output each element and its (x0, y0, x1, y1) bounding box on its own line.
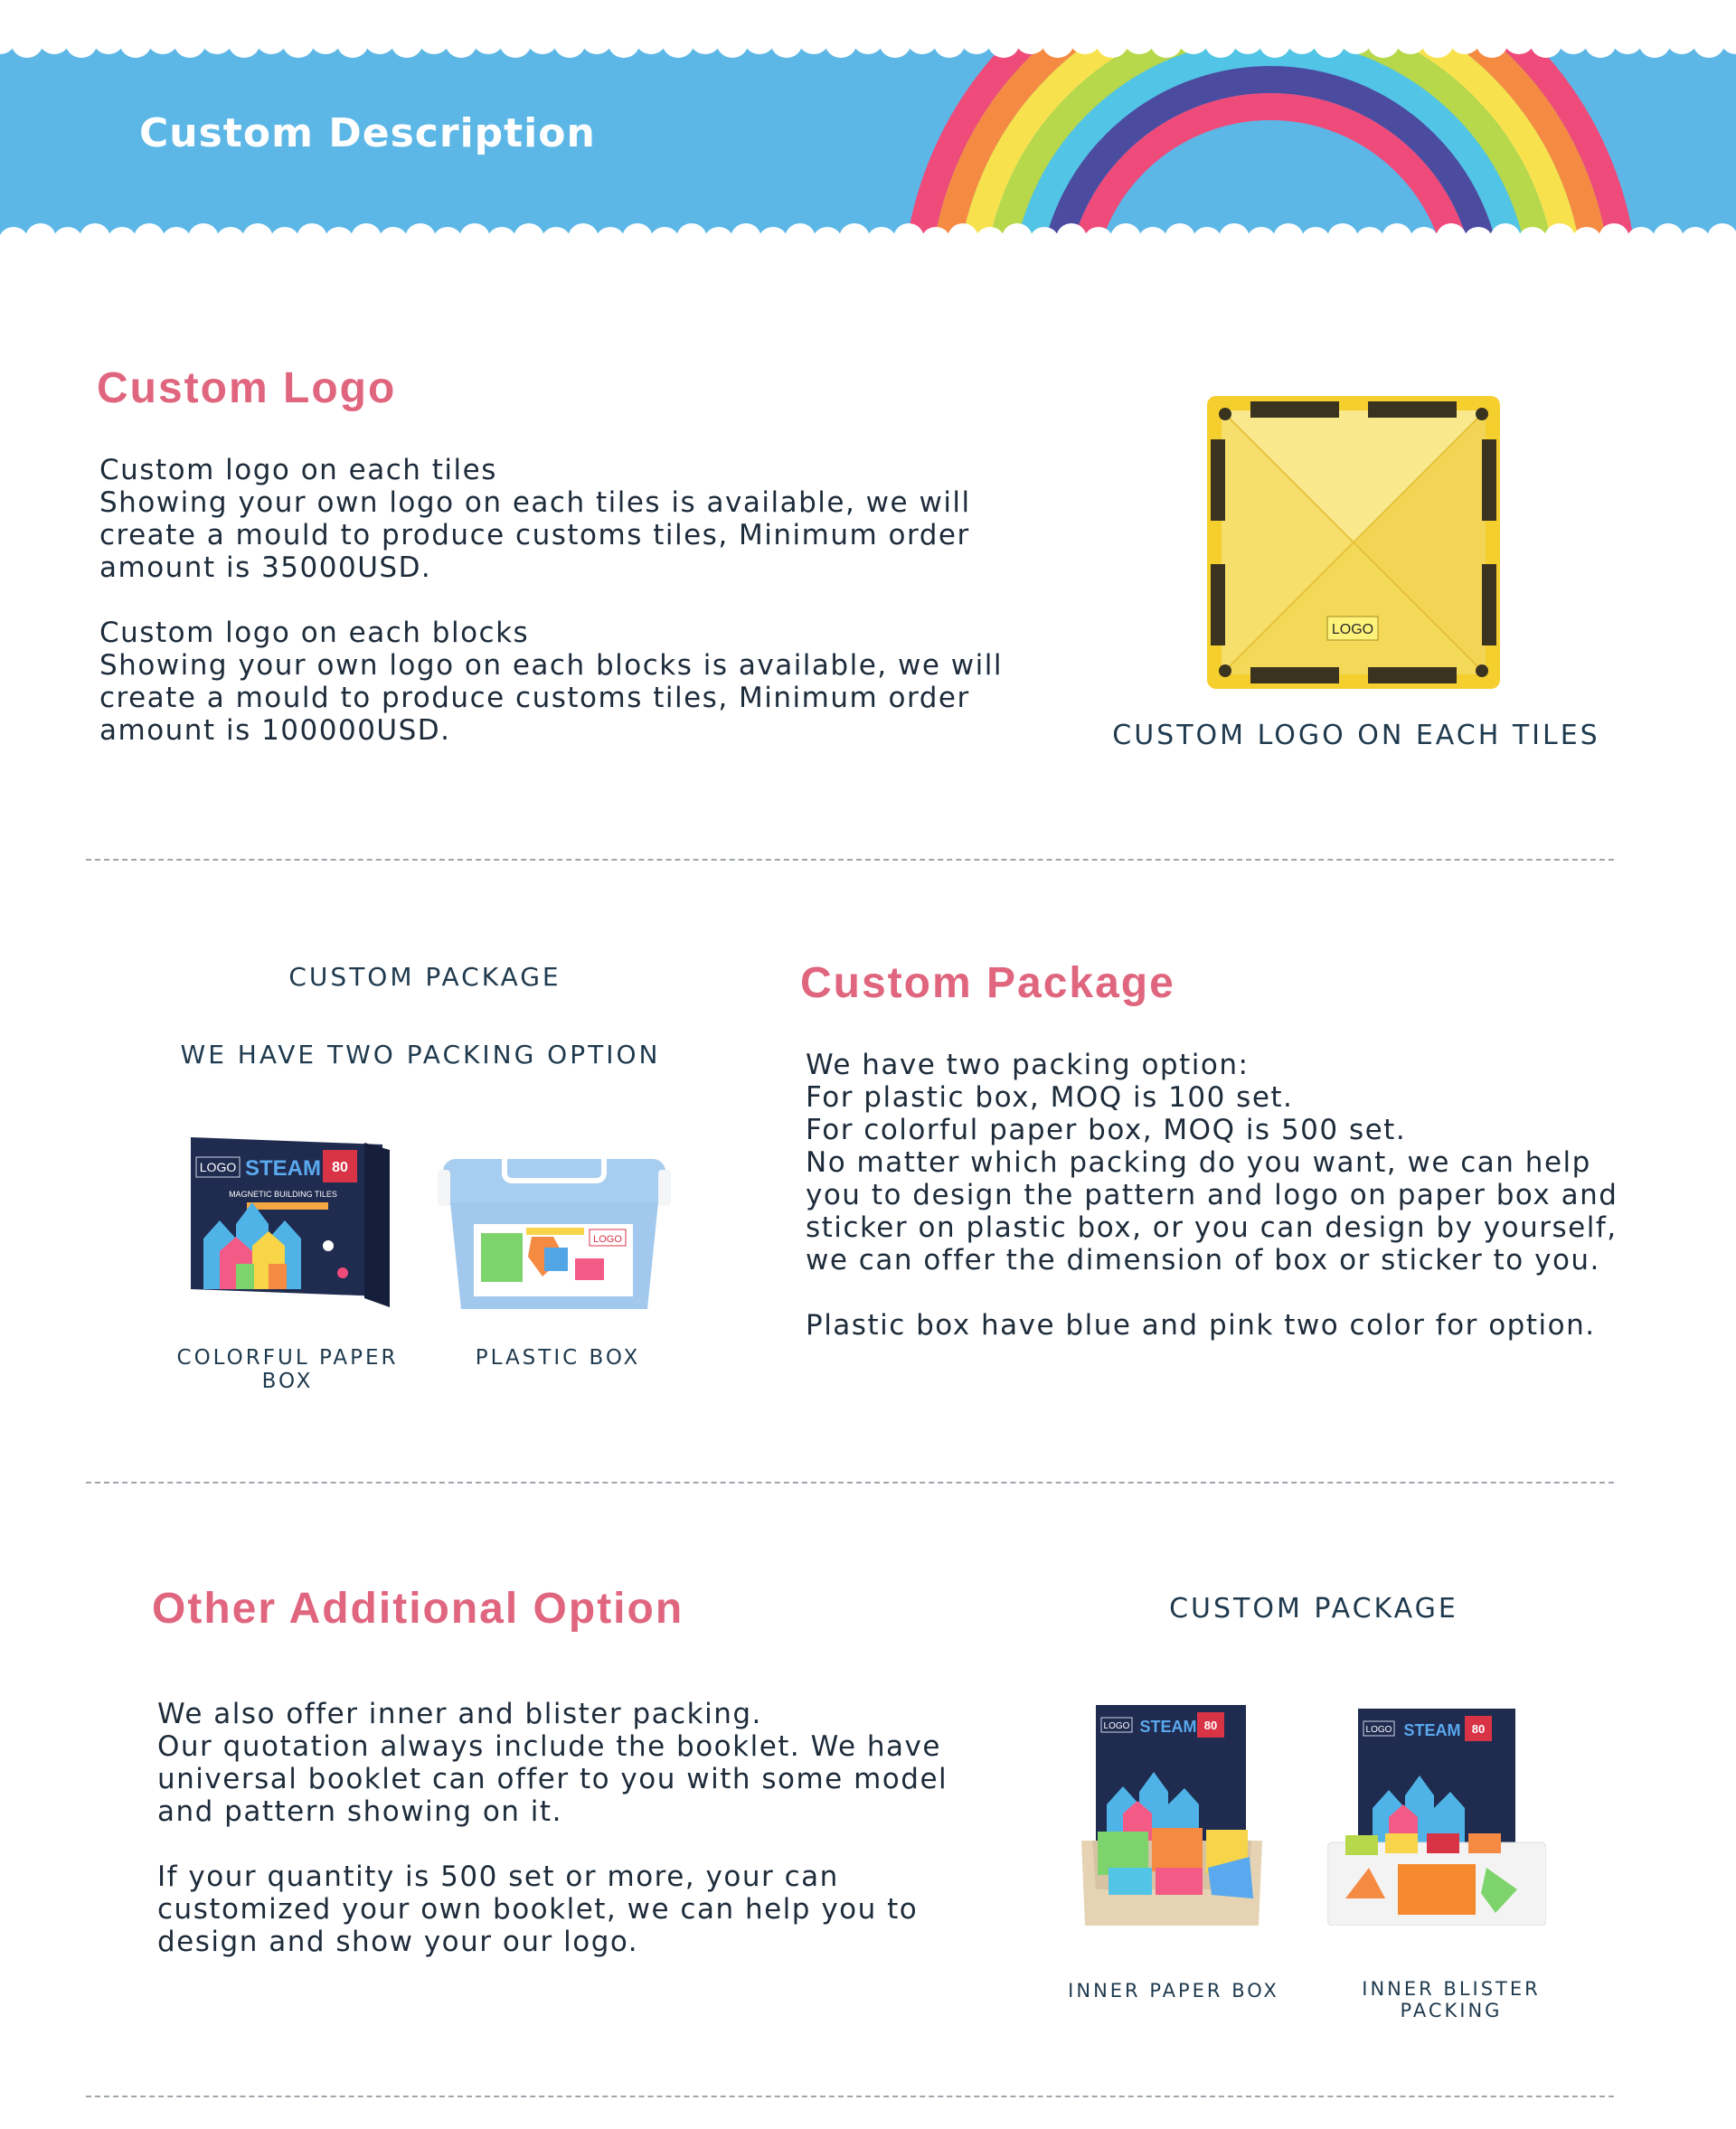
section-divider (86, 1482, 1614, 1484)
inner-box-brand-text: STEAM (1139, 1718, 1197, 1736)
text-line: customized your own booklet, we can help you to (157, 1893, 919, 1926)
box-logo-text: LOGO (199, 1160, 237, 1174)
text-line: you to design the pattern and logo on paper box and (806, 1179, 1618, 1211)
box-subtitle-text: MAGNETIC BUILDING TILES (229, 1190, 337, 1199)
inner-paper-box-label: INNER PAPER BOX (1068, 1980, 1279, 2002)
inner-box-logo-text: LOGO (1103, 1721, 1130, 1731)
text-line: and pattern showing on it. (157, 1795, 562, 1828)
magnetic-tile-image (1205, 394, 1502, 691)
text-line: Our quotation always include the booklet. We have (157, 1730, 941, 1763)
blister-box-badge-text: 80 (1471, 1722, 1486, 1736)
text-line: Showing your own logo on each tiles is available, we will (99, 486, 971, 519)
text-line: No matter which packing do you want, we can help (806, 1146, 1591, 1179)
box-badge-text: 80 (332, 1160, 348, 1175)
text-line: For plastic box, MOQ is 100 set. (806, 1081, 1294, 1114)
additional-image-title: CUSTOM PACKAGE (1169, 1593, 1458, 1625)
plastic-box-image (438, 1150, 671, 1311)
inner-blister-packing-image (1327, 1709, 1546, 1926)
blister-box-brand-text: STEAM (1403, 1721, 1461, 1739)
text-line: amount is 35000USD. (99, 551, 432, 584)
header-banner (0, 0, 1736, 258)
text-line: we can offer the dimension of box or sticker to you. (806, 1244, 1600, 1276)
inner-paper-box-image (1081, 1705, 1262, 1926)
text-line: We also offer inner and blister packing. (157, 1698, 762, 1730)
blister-box-logo-text: LOGO (1365, 1725, 1392, 1735)
text-line: Showing your own logo on each blocks is available, we will (99, 649, 1003, 682)
paper-box-label: COLORFUL PAPER BOX (176, 1346, 399, 1393)
text-line: Plastic box have blue and pink two color for option. (806, 1309, 1596, 1342)
tile-caption: CUSTOM LOGO ON EACH TILES (1112, 720, 1600, 751)
additional-option-heading: Other Additional Option (152, 1585, 684, 1633)
package-image-title: CUSTOM PACKAGE (288, 962, 561, 992)
text-line: If your quantity is 500 set or more, your can (157, 1861, 839, 1893)
text-line: universal booklet can offer to you with some model (157, 1763, 948, 1795)
additional-option-text (157, 1698, 948, 1958)
paper-box-image (184, 1137, 390, 1307)
box-brand-text: STEAM (245, 1156, 321, 1181)
inner-box-badge-text: 80 (1203, 1719, 1218, 1732)
text-line: Custom logo on each tiles (99, 454, 497, 486)
banner-title: Custom Description (139, 110, 596, 156)
tile-logo-label: LOGO (1331, 622, 1374, 637)
text-line: create a mould to produce customs tiles, Minimum order (99, 519, 970, 551)
text-line: amount is 100000USD. (99, 714, 451, 747)
section-divider (86, 859, 1614, 861)
custom-logo-heading: Custom Logo (97, 364, 397, 412)
section-divider (86, 2096, 1614, 2097)
custom-logo-text (99, 454, 1003, 747)
text-line: Custom logo on each blocks (99, 617, 530, 649)
plastic-box-label: PLASTIC BOX (475, 1346, 641, 1370)
text-line: We have two packing option: (806, 1049, 1250, 1081)
text-line: create a mould to produce customs tiles, Minimum order (99, 682, 970, 714)
text-line: For colorful paper box, MOQ is 500 set. (806, 1114, 1407, 1146)
package-image-subtitle: WE HAVE TWO PACKING OPTION (180, 1040, 661, 1069)
inner-blister-packing-label: INNER BLISTER PACKING (1362, 1978, 1541, 2021)
custom-package-heading: Custom Package (800, 959, 1175, 1007)
text-line: design and show your our logo. (157, 1926, 639, 1958)
text-line: sticker on plastic box, or you can design by yourself, (806, 1211, 1618, 1244)
plastic-logo-text: LOGO (593, 1234, 622, 1245)
custom-package-text (806, 1049, 1618, 1342)
